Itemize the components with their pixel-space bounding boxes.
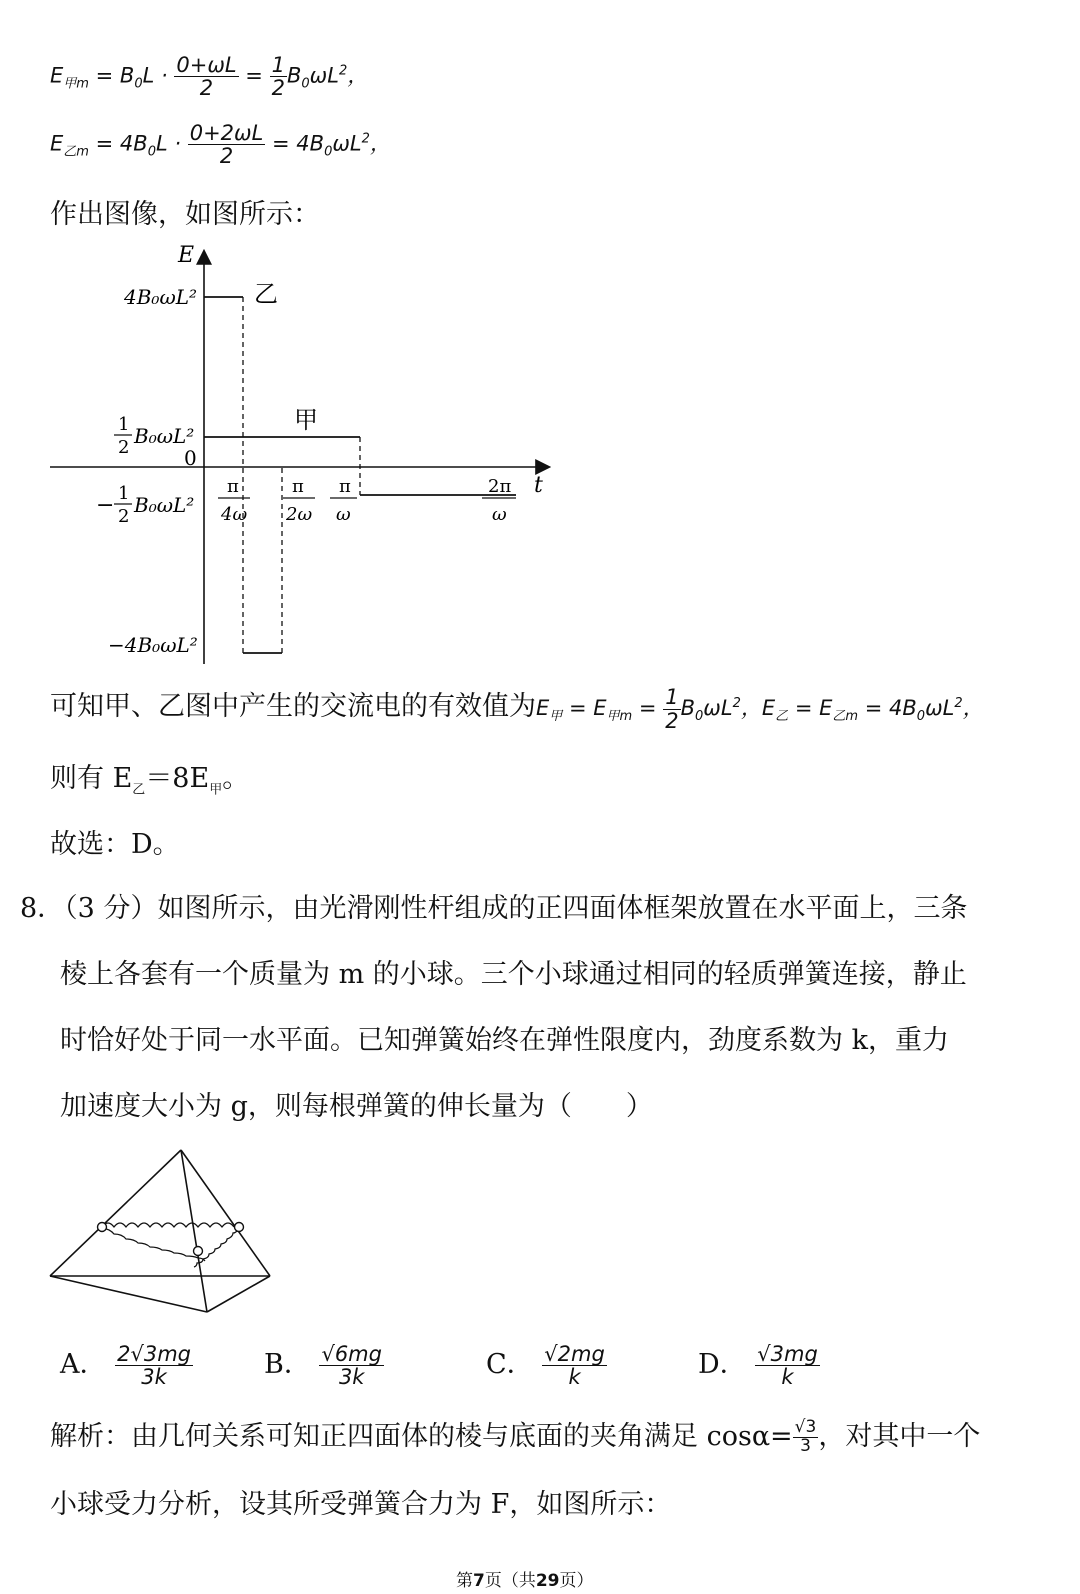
y-label-half-rest: B₀ωL²: [134, 424, 195, 448]
t-label-3-den: ω: [336, 504, 351, 525]
eff-m6-sub: 0: [916, 709, 926, 725]
eq2-part2: L ·: [155, 131, 182, 156]
y-label-neg-half-sign: −: [96, 493, 115, 518]
analysis-cos-fraction: [793, 1419, 819, 1456]
eq1-lhs-sub: 甲m: [63, 76, 89, 92]
eq1-eq: =: [245, 63, 263, 88]
eq1-frac-den: 2: [199, 76, 214, 101]
y-label-half-den: 2: [118, 437, 130, 458]
curve-jia-label: 甲: [294, 406, 318, 434]
effective-text: 可知甲、乙图中产生的交流电的有效值为: [50, 691, 536, 722]
axis-t-label: t: [534, 473, 543, 498]
eq1-b2-sub: 0: [301, 76, 310, 92]
t-label-1-num: π: [227, 476, 239, 497]
t-label-3-num: π: [339, 476, 351, 497]
footer-page: 7: [473, 1571, 485, 1591]
eq2-sup: 2: [361, 131, 370, 147]
y-label-neg-half-den: 2: [118, 506, 130, 527]
choice-b-den: 3k: [338, 1365, 365, 1389]
eq2-part1: = 4B: [95, 131, 148, 156]
equation-e-jia-m: [50, 54, 368, 99]
edge-apex-left: [50, 1150, 181, 1276]
eff-m4: E: [761, 696, 776, 720]
footer-b: 页（共: [484, 1571, 536, 1591]
analysis-line1-a: 解析：由几何关系可知正四面体的棱与底面的夹角满足 cosα=: [50, 1421, 793, 1452]
eff-sup2: 2: [954, 696, 963, 711]
eff-m5-sub: 乙m: [832, 709, 859, 725]
eq1-fraction: [174, 54, 238, 99]
choice-c-fraction: [542, 1343, 607, 1388]
answer-line: 故选：D。: [50, 829, 180, 860]
result-a-sub: 乙: [132, 782, 146, 798]
y-label-neg4: −4B₀ωL²: [108, 633, 198, 657]
result-a: 则有 E: [50, 763, 133, 794]
eff-m6-rest: ωL: [925, 696, 955, 720]
eq2-lhs: E: [50, 131, 64, 156]
eff-half-den: 2: [665, 708, 679, 733]
choice-c-letter: C．: [486, 1349, 534, 1380]
choice-a-den: 3k: [141, 1365, 167, 1389]
result-line: [50, 756, 249, 797]
t-label-1-den: 4ω: [221, 504, 248, 525]
ball-right: [235, 1223, 244, 1232]
footer-c: 页）: [559, 1571, 594, 1591]
analysis-line1-b: ，对其中一个: [818, 1421, 981, 1452]
choice-d-letter: D．: [698, 1349, 747, 1380]
y-label-half-num: 1: [118, 414, 130, 435]
analysis-line1: [50, 1414, 980, 1456]
choice-d-num: √3mg: [757, 1341, 818, 1366]
eff-half: [663, 686, 680, 731]
choice-a-num: 2√3mg: [117, 1341, 191, 1366]
y-label-neg-half-num: 1: [118, 483, 130, 504]
curve-yi-label: 乙: [254, 280, 278, 308]
eq2-part3: = 4B: [272, 131, 325, 156]
choice-d[interactable]: [698, 1342, 820, 1388]
edge-base-right: [207, 1276, 270, 1312]
t-label-4-num: 2π: [488, 476, 512, 497]
question8-line3: 时恰好处于同一水平面。已知弹簧始终在弹性限度内，劲度系数为 k，重力: [60, 1025, 949, 1056]
question8-line4: 加速度大小为 g，则每根弹簧的伸长量为（ ）: [60, 1091, 653, 1122]
effective-value-line: [50, 684, 984, 732]
spring-back: [102, 1223, 234, 1227]
eff-eq: = E: [568, 696, 607, 720]
eq2-frac-den: 2: [219, 144, 234, 169]
eq1-half: [270, 54, 287, 99]
eff-m3-rest: ωL: [703, 696, 733, 720]
y-label-4: 4B₀ωL²: [124, 285, 198, 309]
eq1-sup: 2: [338, 63, 348, 79]
eq1-frac-num: 0+ωL: [176, 53, 237, 77]
footer-a: 第: [456, 1571, 473, 1591]
result-c: 。: [222, 763, 250, 794]
t-label-2-num: π: [292, 476, 304, 497]
spring-left: [102, 1228, 205, 1261]
eq2-b-sub: 0: [147, 144, 156, 160]
equation-e-yi-m: [50, 122, 391, 167]
eff-comma: ，: [740, 696, 762, 720]
eq1-half-den: 2: [271, 76, 285, 101]
eff-m3: B: [680, 696, 695, 720]
choice-b[interactable]: [264, 1342, 384, 1388]
eq1-b-sub: 0: [134, 76, 143, 92]
eq1-lhs: E: [50, 63, 64, 88]
choice-b-num: √6mg: [321, 1341, 382, 1366]
choice-c-den: k: [568, 1365, 581, 1389]
y-label-neg-half-rest: B₀ωL²: [134, 493, 195, 517]
eq1-part2: L ·: [142, 63, 168, 88]
effective-math: [536, 685, 984, 733]
t-label-2-den: 2ω: [286, 504, 313, 525]
choice-b-fraction: [319, 1343, 384, 1388]
choice-a-letter: A．: [60, 1349, 107, 1380]
eff-sup: 2: [732, 696, 741, 711]
edge-apex-front: [181, 1150, 207, 1312]
eff-half-num: 1: [665, 685, 679, 710]
analysis-line2: 小球受力分析，设其所受弹簧合力为 F，如图所示：: [50, 1489, 672, 1520]
choice-d-fraction: [755, 1343, 820, 1388]
ball-front: [194, 1247, 203, 1256]
eq2-frac-num: 0+2ωL: [189, 121, 264, 145]
eff-m3-sub: 0: [694, 709, 704, 725]
analysis-frac-den: 3: [800, 1436, 811, 1456]
choice-d-den: k: [781, 1365, 794, 1389]
edge-base-left: [50, 1276, 207, 1312]
eff-m1-sub: 甲: [549, 709, 563, 725]
eq2-part4: ωL: [332, 131, 362, 156]
eq2-b2-sub: 0: [324, 144, 333, 160]
tetrahedron-figure: [40, 1140, 280, 1320]
eff-m1: E: [536, 696, 550, 720]
eq1-tail: ，: [347, 63, 369, 88]
choice-a[interactable]: [60, 1342, 193, 1388]
eq2-lhs-sub: 乙m: [63, 144, 89, 160]
eff-tail: ，: [962, 696, 984, 720]
page-footer: [456, 1566, 594, 1591]
eq1-part1: = B: [95, 63, 135, 88]
axis-e-label: E: [178, 243, 195, 268]
ball-left: [98, 1223, 107, 1232]
question8-line1: 8．（3 分）如图所示，由光滑刚性杆组成的正四面体框架放置在水平面上，三条: [20, 893, 968, 924]
eq1-half-num: 1: [271, 53, 285, 77]
analysis-frac-num: √3: [794, 1417, 817, 1438]
eff-eq2: =: [638, 696, 657, 720]
eff-m4-sub: 乙: [775, 709, 789, 725]
question8-line2: 棱上各套有一个质量为 m 的小球。三个小球通过相同的轻质弹簧连接，静止: [60, 959, 967, 990]
choice-c[interactable]: [486, 1342, 607, 1388]
eff-m2-sub: 甲m: [606, 709, 633, 725]
eff-m6: = 4B: [864, 696, 917, 720]
eq1-part3: B: [286, 63, 302, 88]
eff-eq3: = E: [794, 696, 833, 720]
result-b: ＝8E: [145, 763, 210, 794]
t-label-4-den: ω: [492, 504, 507, 525]
choice-b-letter: B．: [264, 1349, 311, 1380]
eq1-part4: ωL: [309, 63, 339, 88]
choice-a-fraction: [115, 1343, 193, 1388]
emf-time-graph: [0, 240, 570, 670]
result-b-sub: 甲: [209, 782, 223, 798]
graph-intro-text: 作出图像，如图所示：: [50, 199, 320, 230]
footer-total: 29: [535, 1571, 560, 1591]
choice-c-num: √2mg: [544, 1341, 605, 1366]
origin-label: 0: [184, 446, 197, 470]
eq2-fraction: [188, 122, 266, 167]
eq2-tail: ，: [369, 131, 391, 156]
